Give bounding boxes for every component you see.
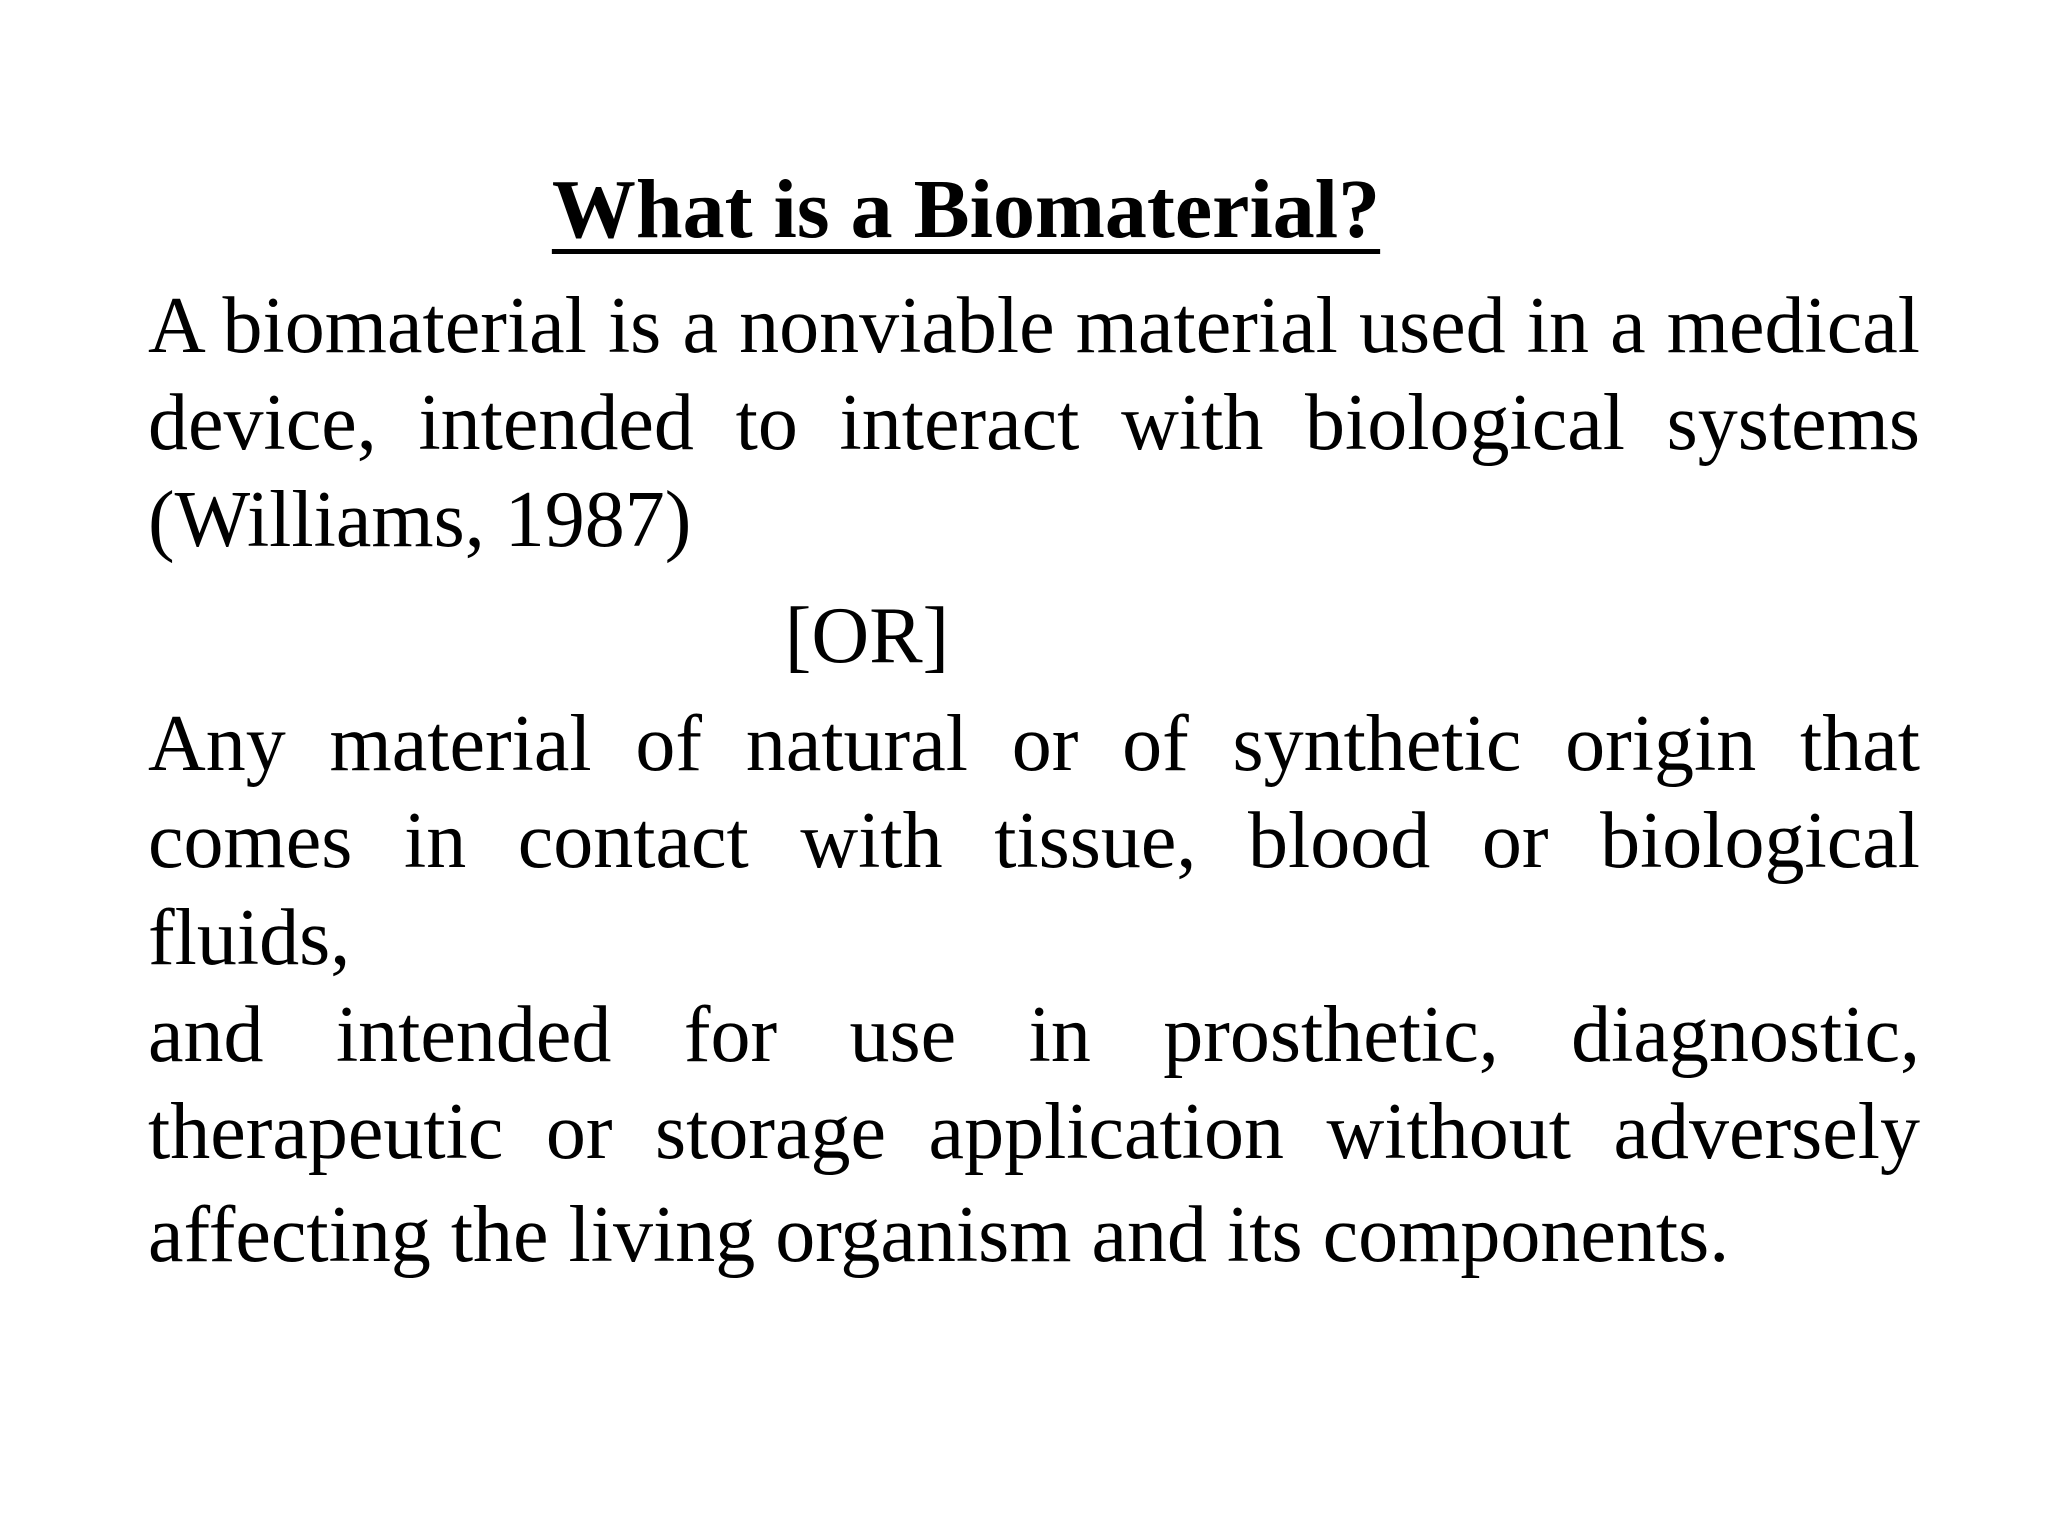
definition-line: (Williams, 1987) bbox=[148, 476, 692, 564]
definition-general bbox=[148, 696, 1920, 1284]
definition-line: comes in contact with tissue, blood or biological fluids, bbox=[148, 797, 1920, 982]
definition-line: A biomaterial is a nonviable material used in a medical bbox=[148, 282, 1920, 370]
definition-line: affecting the living organism and its components. bbox=[148, 1191, 1730, 1279]
definition-line: and intended for use in prosthetic, diagnostic, bbox=[148, 991, 1920, 1079]
definition-line: therapeutic or storage application without adversely bbox=[148, 1088, 1920, 1176]
or-separator: [OR] bbox=[784, 592, 950, 680]
slide-title: What is a Biomaterial? bbox=[551, 163, 1381, 256]
definition-line: Any material of natural or of synthetic origin that bbox=[148, 700, 1920, 788]
definition-williams bbox=[148, 278, 1920, 569]
definition-line: device, intended to interact with biological systems bbox=[148, 379, 1920, 467]
